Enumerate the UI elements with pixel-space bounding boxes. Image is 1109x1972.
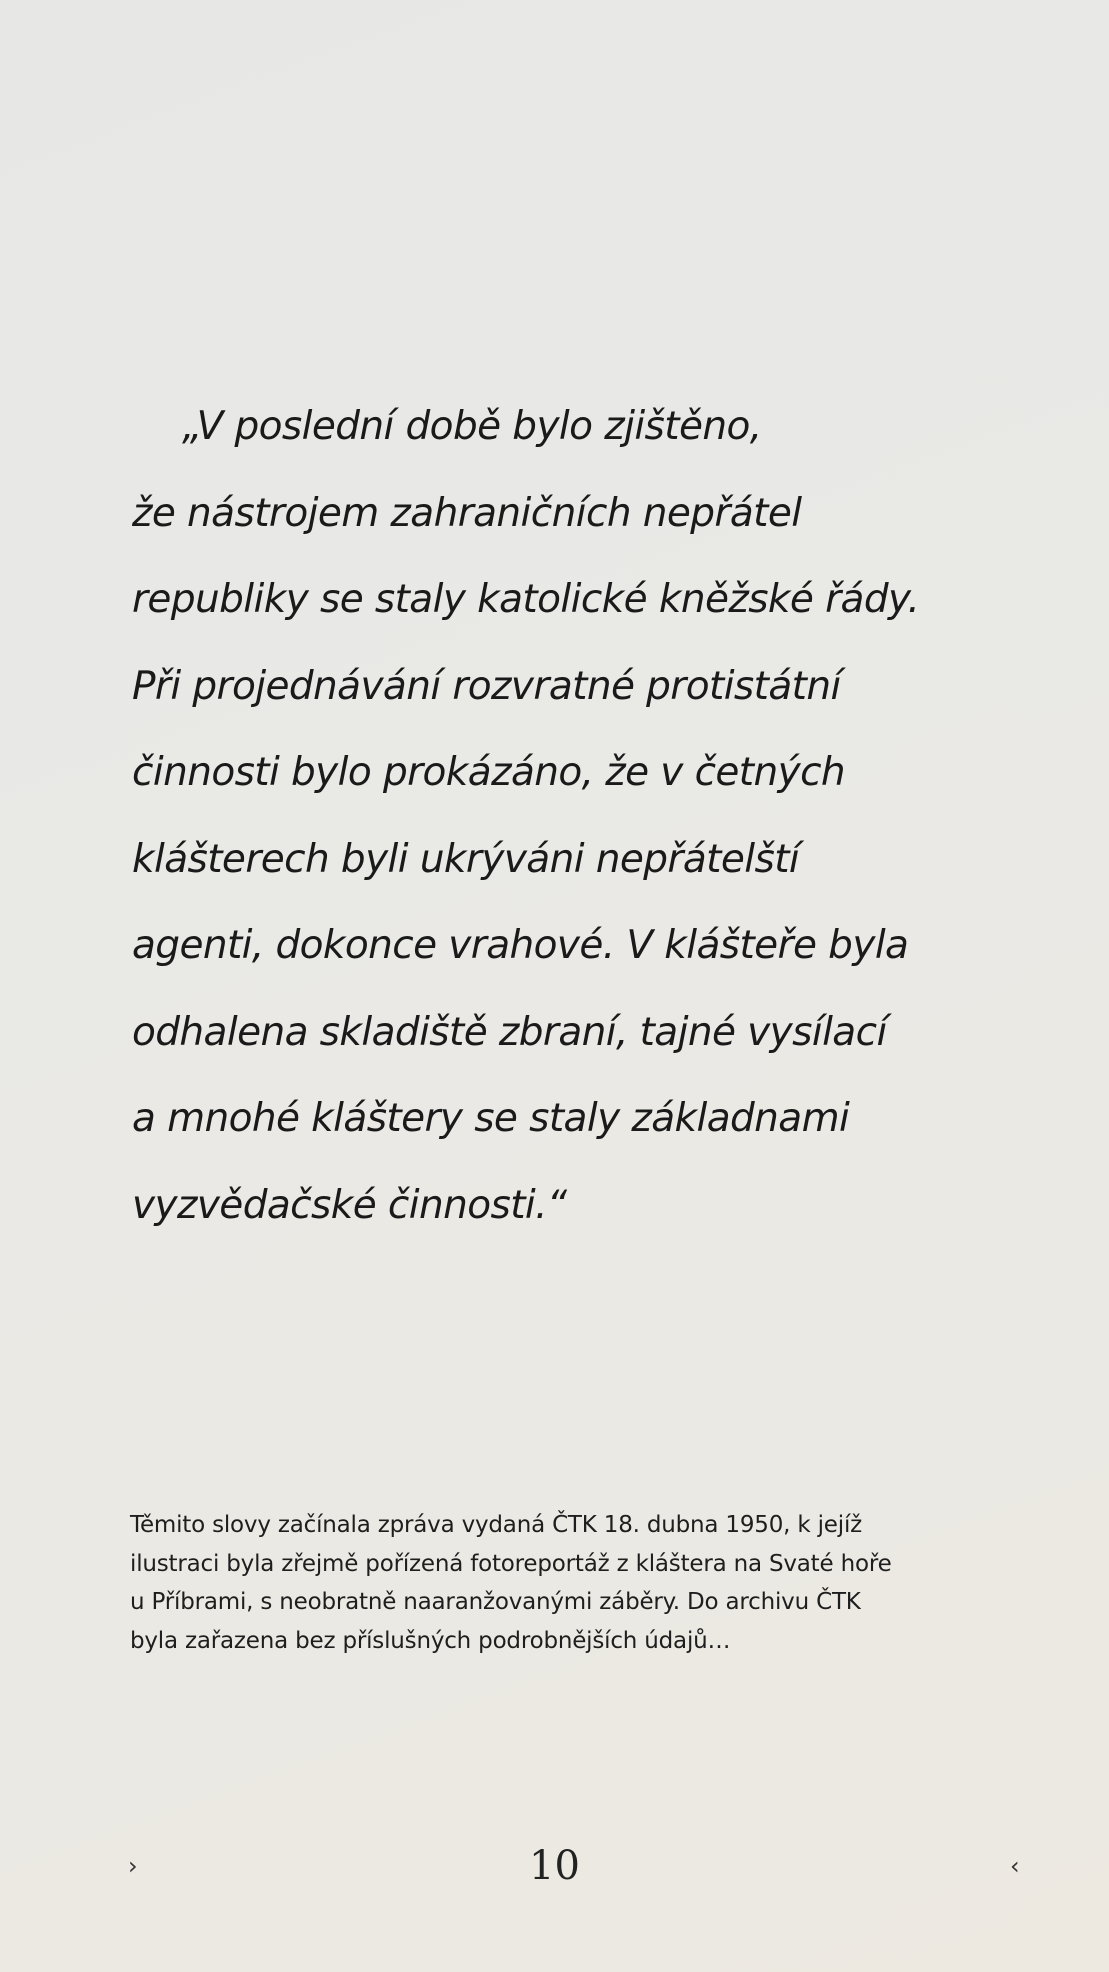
caption-line: Těmito slovy začínala zpráva vydaná ČTK 18. dubna 1950, k jejíž bbox=[130, 1512, 863, 1538]
page-number: 10 bbox=[529, 1843, 580, 1889]
quote-line: činnosti bylo prokázáno, že v četných bbox=[132, 750, 846, 795]
quote-line: a mnohé kláštery se staly základnami bbox=[132, 1096, 850, 1141]
left-chevron-mark: › bbox=[128, 1852, 138, 1880]
caption-line: ilustraci byla zřejmě pořízená fotoreportáž z kláštera na Svaté hoře bbox=[130, 1550, 892, 1577]
page-footer bbox=[0, 1840, 1109, 1900]
quote-line: klášterech byli ukrýváni nepřátelští bbox=[132, 836, 800, 882]
right-chevron-mark: ‹ bbox=[1010, 1852, 1020, 1880]
pull-quote bbox=[132, 384, 992, 1249]
quote-line: Při projednávání rozvratné protistátní bbox=[132, 663, 841, 709]
quote-line: „V poslední době bylo zjištěno, bbox=[182, 404, 762, 449]
caption-paragraph bbox=[130, 1506, 990, 1660]
quote-line: republiky se staly katolické kněžské řády. bbox=[132, 577, 920, 622]
quote-line: agenti, dokonce vrahové. V klášteře byla bbox=[132, 923, 909, 968]
quote-line: odhalena skladiště zbraní, tajné vysílací bbox=[132, 1009, 887, 1055]
caption-line: byla zařazena bez příslušných podrobnějších údajů… bbox=[130, 1627, 731, 1654]
caption-line: u Příbrami, s neobratně naaranžovanými záběry. Do archivu ČTK bbox=[130, 1589, 861, 1615]
quote-line: že nástrojem zahraničních nepřátel bbox=[132, 490, 802, 536]
quote-line: vyzvědačské činnosti.“ bbox=[132, 1182, 567, 1228]
